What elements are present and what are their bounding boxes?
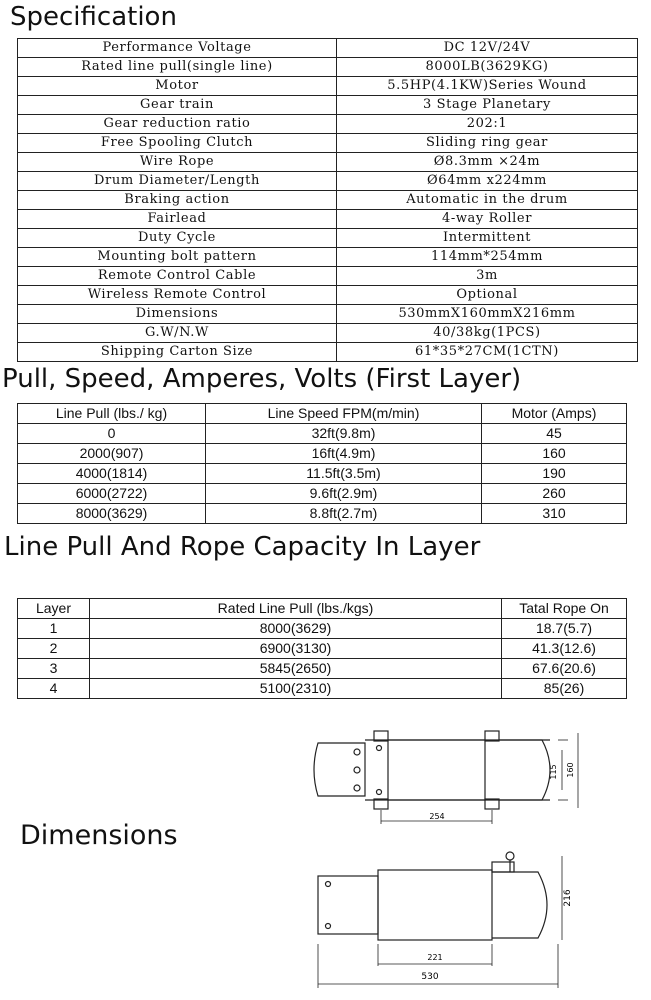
- table-row: [18, 659, 627, 679]
- spec-value: 114mm*254mm: [337, 248, 638, 267]
- pull-cell: 0: [18, 424, 206, 444]
- pull-cell: 8000(3629): [18, 504, 206, 524]
- spec-value: 4-way Roller: [337, 210, 638, 229]
- spec-value: 8000LB(3629KG): [337, 58, 638, 77]
- pull-cell: 16ft(4.9m): [206, 444, 482, 464]
- capacity-header-row: [18, 599, 627, 619]
- spec-value: 3m: [337, 267, 638, 286]
- pull-column-header: Motor (Amps): [482, 404, 627, 424]
- spec-label: Shipping Carton Size: [18, 343, 337, 362]
- spec-value: 40/38kg(1PCS): [337, 324, 638, 343]
- spec-value: 61*35*27CM(1CTN): [337, 343, 638, 362]
- spec-row: [18, 324, 638, 343]
- spec-value: Ø8.3mm ×24m: [337, 153, 638, 172]
- winch-side-view-drawing: [300, 848, 600, 990]
- capacity-cell: 67.6(20.6): [502, 659, 627, 679]
- table-row: [18, 619, 627, 639]
- capacity-column-header: Tatal Rope On: [502, 599, 627, 619]
- pull-cell: 11.5ft(3.5m): [206, 464, 482, 484]
- capacity-cell: 85(26): [502, 679, 627, 699]
- spec-row: [18, 191, 638, 210]
- spec-label: Remote Control Cable: [18, 267, 337, 286]
- capacity-cell: 41.3(12.6): [502, 639, 627, 659]
- spec-heading: Specification: [10, 2, 177, 32]
- spec-value: 530mmX160mmX216mm: [337, 305, 638, 324]
- pull-cell: 4000(1814): [18, 464, 206, 484]
- spec-value: Intermittent: [337, 229, 638, 248]
- spec-label: Drum Diameter/Length: [18, 172, 337, 191]
- drum-length-label: 221: [427, 953, 443, 962]
- capacity-cell: 18.7(5.7): [502, 619, 627, 639]
- spec-row: [18, 96, 638, 115]
- spec-row: [18, 77, 638, 96]
- spec-value: 202:1: [337, 115, 638, 134]
- spec-label: G.W/N.W: [18, 324, 337, 343]
- spec-row: [18, 343, 638, 362]
- capacity-cell: 6900(3130): [90, 639, 502, 659]
- spec-label: Mounting bolt pattern: [18, 248, 337, 267]
- spec-label: Motor: [18, 77, 337, 96]
- capacity-cell: 2: [18, 639, 90, 659]
- spec-row: [18, 248, 638, 267]
- spec-value: DC 12V/24V: [337, 39, 638, 58]
- spec-label: Duty Cycle: [18, 229, 337, 248]
- table-row: [18, 424, 627, 444]
- pull-cell: 8.8ft(2.7m): [206, 504, 482, 524]
- motor-housing: [318, 876, 378, 934]
- capacity-column-header: Layer: [18, 599, 90, 619]
- spec-row: [18, 267, 638, 286]
- spec-label: Gear reduction ratio: [18, 115, 337, 134]
- spec-label: Wireless Remote Control: [18, 286, 337, 305]
- spec-row: [18, 210, 638, 229]
- spec-label: Fairlead: [18, 210, 337, 229]
- spec-row: [18, 58, 638, 77]
- height-label: 216: [563, 889, 573, 907]
- table-row: [18, 444, 627, 464]
- total-length-label: 530: [421, 972, 439, 982]
- table-row: [18, 464, 627, 484]
- spec-row: [18, 305, 638, 324]
- pull-cell: 9.6ft(2.9m): [206, 484, 482, 504]
- pull-column-header: Line Speed FPM(m/min): [206, 404, 482, 424]
- pull-cell: 310: [482, 504, 627, 524]
- capacity-column-header: Rated Line Pull (lbs./kgs): [90, 599, 502, 619]
- dimensions-heading: Dimensions: [20, 820, 178, 851]
- spec-row: [18, 115, 638, 134]
- height-outer-label: 160: [566, 762, 575, 778]
- pull-header-row: [18, 404, 627, 424]
- table-row: [18, 639, 627, 659]
- capacity-cell: 8000(3629): [90, 619, 502, 639]
- spec-row: [18, 153, 638, 172]
- table-row: [18, 679, 627, 699]
- capacity-cell: 5100(2310): [90, 679, 502, 699]
- pull-cell: 260: [482, 484, 627, 504]
- spec-value: Sliding ring gear: [337, 134, 638, 153]
- capacity-cell: 4: [18, 679, 90, 699]
- pull-cell: 45: [482, 424, 627, 444]
- pull-cell: 190: [482, 464, 627, 484]
- capacity-cell: 5845(2650): [90, 659, 502, 679]
- pull-cell: 160: [482, 444, 627, 464]
- spec-value: Automatic in the drum: [337, 191, 638, 210]
- spec-label: Wire Rope: [18, 153, 337, 172]
- spec-value: Ø64mm x224mm: [337, 172, 638, 191]
- spec-label: Gear train: [18, 96, 337, 115]
- pull-table: [17, 403, 627, 524]
- spec-label: Dimensions: [18, 305, 337, 324]
- capacity-heading: Line Pull And Rope Capacity In Layer: [4, 532, 481, 562]
- spec-value: Optional: [337, 286, 638, 305]
- spec-row: [18, 39, 638, 58]
- pull-column-header: Line Pull (lbs./ kg): [18, 404, 206, 424]
- pull-cell: 2000(907): [18, 444, 206, 464]
- height-inner-label: 115: [549, 764, 558, 780]
- pull-heading: Pull, Speed, Amperes, Volts (First Layer): [2, 364, 522, 394]
- pull-cell: 6000(2722): [18, 484, 206, 504]
- spec-row: [18, 172, 638, 191]
- spec-label: Rated line pull(single line): [18, 58, 337, 77]
- bolt-length-label: 254: [429, 812, 445, 821]
- spec-value: 5.5HP(4.1KW)Series Wound: [337, 77, 638, 96]
- spec-label: Free Spooling Clutch: [18, 134, 337, 153]
- spec-row: [18, 229, 638, 248]
- spec-table: [17, 38, 638, 362]
- capacity-cell: 3: [18, 659, 90, 679]
- spec-label: Braking action: [18, 191, 337, 210]
- winch-top-view-drawing: [300, 718, 600, 830]
- capacity-cell: 1: [18, 619, 90, 639]
- motor-housing: [314, 743, 365, 796]
- spec-row: [18, 286, 638, 305]
- spec-row: [18, 134, 638, 153]
- table-row: [18, 504, 627, 524]
- capacity-table: [17, 598, 627, 699]
- table-row: [18, 484, 627, 504]
- pull-cell: 32ft(9.8m): [206, 424, 482, 444]
- spec-label: Performance Voltage: [18, 39, 337, 58]
- spec-value: 3 Stage Planetary: [337, 96, 638, 115]
